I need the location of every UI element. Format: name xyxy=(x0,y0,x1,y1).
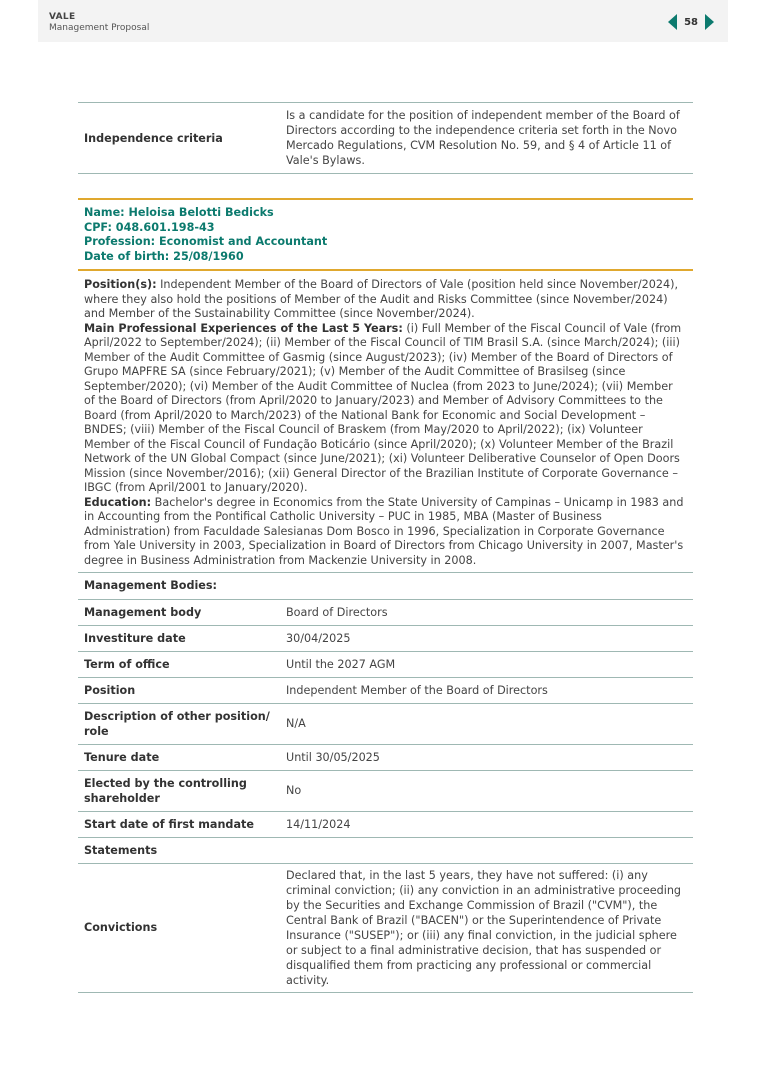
row-label: Description of other position/ role xyxy=(78,703,280,744)
row-value: N/A xyxy=(280,703,693,744)
independence-value: Is a candidate for the position of independent member of the Board of Directors according to the independence criteria set forth in the Novo Mercado Regulations, CVM Resolution No. 59, and § 4 of Article 11 of Vale's Bylaws. xyxy=(280,103,693,174)
page-number: 58 xyxy=(684,16,698,28)
table-row xyxy=(78,863,693,992)
row-value: Until 30/05/2025 xyxy=(280,744,693,770)
table-row xyxy=(78,811,693,837)
person-birth-date: Date of birth: 25/08/1960 xyxy=(84,249,244,263)
table-row xyxy=(78,744,693,770)
independence-label: Independence criteria xyxy=(78,103,280,174)
row-value: 30/04/2025 xyxy=(280,625,693,651)
table-row xyxy=(78,103,693,174)
row-label: Investiture date xyxy=(78,625,280,651)
row-value: Board of Directors xyxy=(280,599,693,625)
table-row xyxy=(78,625,693,651)
brand-name: VALE xyxy=(49,12,76,22)
row-value: Independent Member of the Board of Directors xyxy=(280,677,693,703)
document-subtitle: Management Proposal xyxy=(49,23,150,33)
person-block xyxy=(78,198,693,271)
management-bodies-table xyxy=(78,573,693,993)
page-navigator xyxy=(668,14,714,30)
page-header xyxy=(38,0,728,42)
row-value: 14/11/2024 xyxy=(280,811,693,837)
independence-table xyxy=(78,102,693,174)
experience-label: Main Professional Experiences of the Last 5 Years: xyxy=(84,321,403,335)
row-label: Tenure date xyxy=(78,744,280,770)
row-label: Management body xyxy=(78,599,280,625)
table-row xyxy=(78,703,693,744)
statements-title: Statements xyxy=(78,837,693,863)
previous-page-icon[interactable] xyxy=(668,14,677,30)
convictions-value: Declared that, in the last 5 years, they have not suffered: (i) any criminal conviction; (ii) any conviction in an administrative proceeding by the Securities and Exchange Commission of Brazil ("CVM"), the Central Bank of Brazil ("BACEN") or the Superintendence of Private Insurance ("SUSEP"); or (iii) any final conviction, in the judicial sphere or subject to a final administrative decision, that has suspended or disqualified them from practicing any professional or commercial activity. xyxy=(280,863,693,992)
convictions-label: Convictions xyxy=(78,863,280,992)
positions-text: Independent Member of the Board of Directors of Vale (position held since November/2024), where they also hold the positions of Member of the Audit and Risks Committee (since November/2024) and Member of the Sustainability Committee (since November/2024). xyxy=(84,278,679,320)
row-label: Start date of first mandate xyxy=(78,811,280,837)
table-row xyxy=(78,770,693,811)
row-value: No xyxy=(280,770,693,811)
biography xyxy=(78,271,693,573)
positions-label: Position(s): xyxy=(84,278,157,291)
next-page-icon[interactable] xyxy=(705,14,714,30)
row-value: Until the 2027 AGM xyxy=(280,651,693,677)
education-text: Bachelor's degree in Economics from the State University of Campinas – Unicamp in 1983 and in Accounting from the Pontifical Catholic University – PUC in 1985, MBA (Master of Business Administration) from Faculdade Salesianas Dom Bosco in 1996, Specialization in Corporate Governance from Yale University in 2003, Specialization in Board of Directors from Chicago University in 2007, Master's degree in Business Administration from Mackenzie University in 2008. xyxy=(84,495,684,567)
row-label: Elected by the controlling shareholder xyxy=(78,770,280,811)
experience-text: (i) Full Member of the Fiscal Council of Vale (from April/2022 to September/2024); (ii) Member of the Fiscal Council of TIM Brasil S.A. (since March/2024); (iii) Member of the Audit Committee of Gasmig (since August/2023); (iv) Member of the Board of Directors of Grupo MAPFRE SA (since February/2021); (v) Member of the Audit Committee of Brasilseg (since September/2020); (vi) Member of the Audit Committee of Nuclea (from 2023 to June/2024); (vii) Member of the Board of Directors (from April/2020 to January/2023) and Member of Advisory Committees to the Board (from April/2020 to March/2023) of the National Bank for Economic and Social Development – BNDES; (viii) Member of the Fiscal Council of Braskem (from May/2020 to April/2022); (ix) Volunteer Member of the Fiscal Council of Fundação Boticário (since April/2020); (x) Volunteer Member of the Brazil Network of the UN Global Compact (since June/2021); (xi) Volunteer Deliberative Counselor of Open Doors Mission (since November/2016); (xii) General Director of the Brazilian Institute of Corporate Governance – IBGC (from April/2001 to January/2020). xyxy=(84,321,682,494)
table-row xyxy=(78,677,693,703)
table-row xyxy=(78,837,693,863)
row-label: Term of office xyxy=(78,651,280,677)
education-label: Education: xyxy=(84,495,152,509)
person-name: Name: Heloisa Belotti Bedicks xyxy=(84,206,274,219)
person-cpf: CPF: 048.601.198-43 xyxy=(84,220,215,234)
management-bodies-title: Management Bodies: xyxy=(78,573,693,599)
person-profession: Profession: Economist and Accountant xyxy=(84,235,328,248)
row-label: Position xyxy=(78,677,280,703)
table-row xyxy=(78,651,693,677)
table-row xyxy=(78,573,693,599)
table-row xyxy=(78,599,693,625)
page-content xyxy=(78,102,693,993)
